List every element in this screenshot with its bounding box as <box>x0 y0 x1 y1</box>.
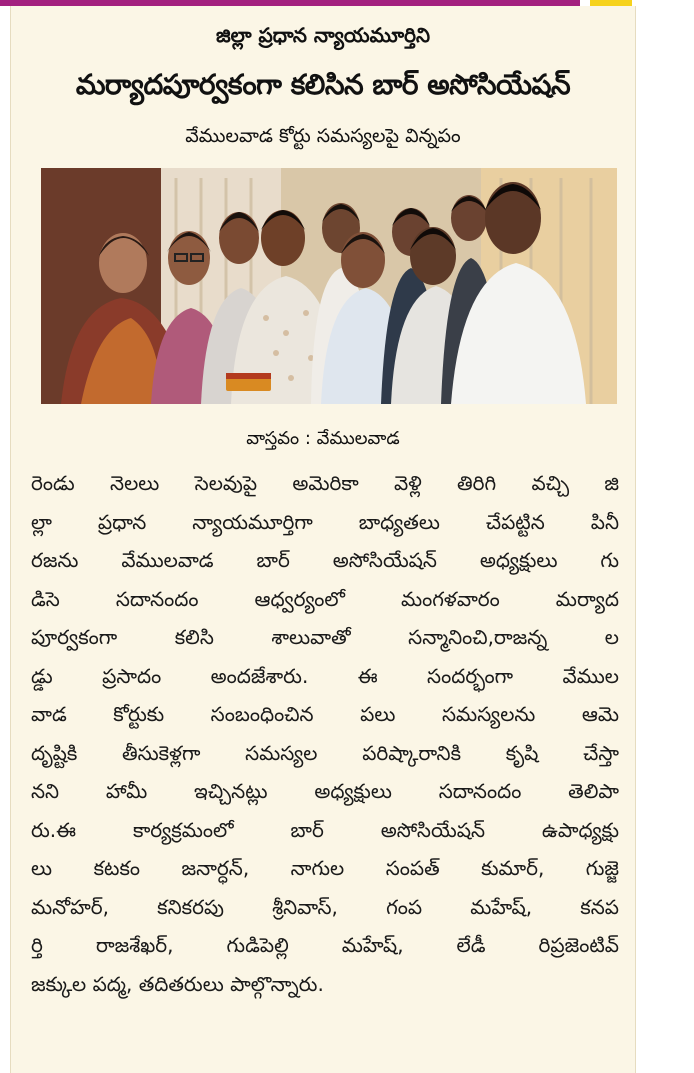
news-article <box>10 6 636 1073</box>
body-line: ర్తి రాజశేఖర్, గుడిపెల్లి మహేష్, లేడీ రిప్రజెంటివ్ <box>31 933 619 957</box>
article-dateline: వాస్తవం : వేములవాడ <box>246 428 400 449</box>
article-photo <box>41 168 617 404</box>
body-line: రెండు నెలలు సెలవుపై అమెరికా వెళ్లి తిరిగి వచ్చి జి <box>31 471 619 495</box>
body-line: రు.ఈ కార్యక్రమంలో బార్ అసోసియేషన్ ఉపాధ్యక్షు <box>31 817 619 842</box>
article-kicker: జిల్లా ప్రధాన న్యాయమూర్తిని <box>215 23 430 47</box>
body-line: పూర్వకంగా కలిసి శాలువాతో సన్మానించి,రాజన్న ల <box>31 625 619 649</box>
body-line: మనోహర్, కనికరపు శ్రీనివాస్, గంప మహేష్, కనప <box>31 894 619 919</box>
body-line: ల్లా ప్రధాన న్యాయమూర్తిగా బాధ్యతలు చేపట్టిన పినీ <box>31 509 619 534</box>
body-line: లు కటకం జనార్ధన్, నాగుల సంపత్ కుమార్, గుజ్జె <box>31 856 619 880</box>
body-line: వాడ కోర్టుకు సంబంధించిన పలు సమస్యలను ఆమె <box>31 702 619 726</box>
article-body <box>31 464 619 1003</box>
article-headline: మర్యాదపూర్వకంగా కలిసిన బార్ అసోసియేషన్ <box>75 68 571 101</box>
body-line: డ్డు ప్రసాదం అందజేశారు. ఈ సందర్భంగా వేముల <box>31 663 619 688</box>
article-subheadline: వేములవాడ కోర్టు సమస్యలపై విన్నపం <box>185 125 461 147</box>
body-line: నని హామీ ఇచ్చినట్లు అధ్యక్షులు సదానందం తెలిపా <box>31 779 619 803</box>
body-line: జక్కుల పద్మ, తదితరులు పాల్గొన్నారు. <box>31 971 324 996</box>
body-line: దృష్టికి తీసుకెళ్లగా సమస్యల పరిష్కారానికి కృషి చేస్తా <box>31 740 619 765</box>
body-line: డిసె సదానందం ఆధ్వర్యంలో మంగళవారం మర్యాద <box>31 586 619 611</box>
body-line: రజను వేములవాడ బార్ అసోసియేషన్ అధ్యక్షులు గు <box>31 548 619 572</box>
